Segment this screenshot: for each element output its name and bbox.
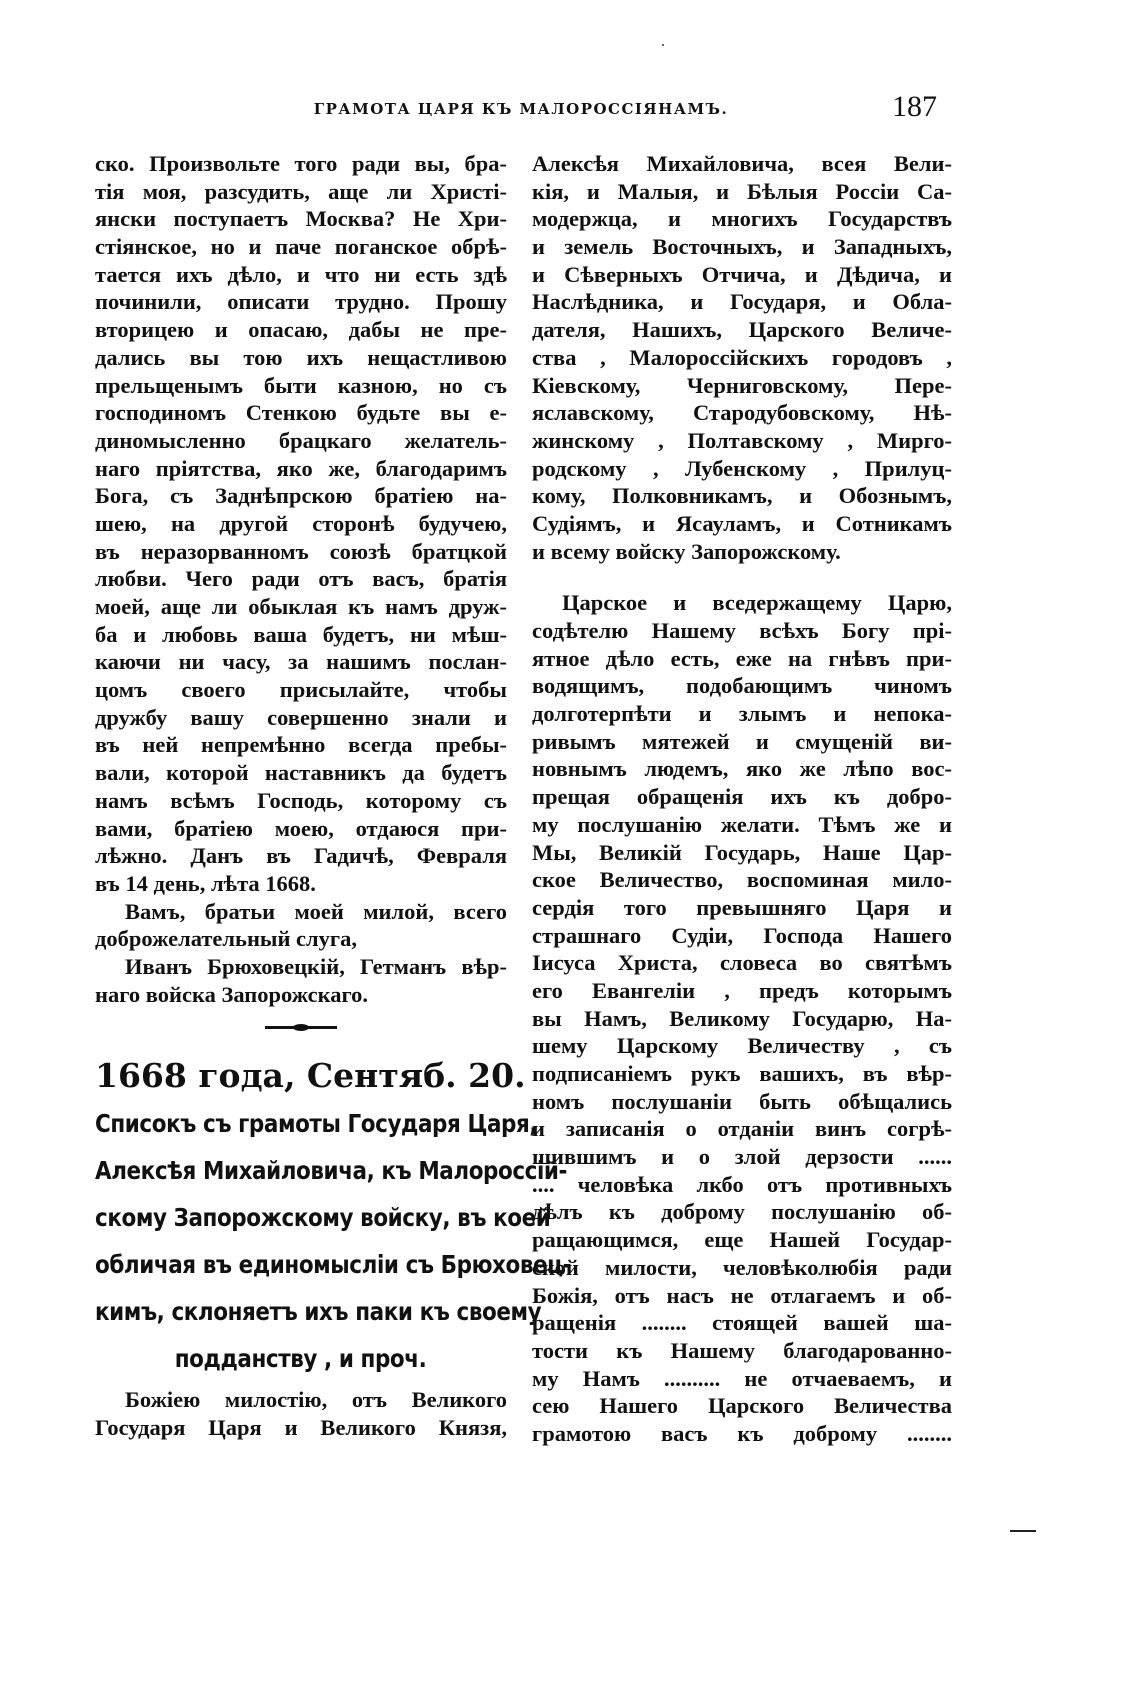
text-line: му Намъ .......... не отчаеваемъ, и	[532, 1365, 952, 1391]
text-line: и земель Восточныхъ, и Западныхъ,	[532, 234, 952, 260]
text-line: каючи ни часу, за нашимъ послан-	[95, 649, 507, 675]
text-line: новнымъ людемъ, яко же лѣпо вос-	[532, 756, 952, 782]
title-line: Алексѣя Михайловича, къ Малороссій-	[95, 1156, 568, 1186]
text-line: лѣжно. Данъ въ Гадичѣ, Февраля	[95, 843, 507, 869]
charter-body	[532, 589, 952, 1447]
text-line: .... человѣка лкбо отъ противныхъ	[532, 1171, 952, 1197]
text-line: любви. Чего ради отъ васъ, братія	[95, 566, 507, 592]
letter-closing	[95, 898, 507, 953]
text-line: водящимъ, подобающимъ чиномъ	[532, 673, 952, 699]
text-line: долготерпѣти и злымъ и непока-	[532, 701, 952, 727]
text-line: ское Величество, воспоминая мило-	[532, 867, 952, 893]
text-line: ской милости, человѣколюбія ради	[532, 1254, 952, 1280]
text-line: стіянское, но и паче поганское обрѣ-	[95, 234, 507, 260]
text-line: тія моя, разсудить, аще ли Христі-	[95, 178, 507, 204]
text-line: номъ послушаніи быть обѣщались	[532, 1088, 952, 1114]
text-line: яславскому, Стародубовскому, Нѣ-	[532, 400, 952, 426]
text-line: содѣтелю Нашему всѣхъ Богу прі-	[532, 618, 952, 643]
section-divider	[95, 1008, 507, 1046]
left-column	[95, 150, 572, 1442]
page-number: 187	[892, 90, 937, 123]
text-line: доброжелательный слуга,	[95, 926, 358, 952]
text-line: му послушанію желати. Тѣмъ же и	[532, 811, 952, 837]
text-line: въ 14 день, лѣта 1668.	[95, 870, 316, 896]
text-line: въ неразорванномъ союзѣ братцкой	[95, 538, 507, 564]
text-line: ращающимся, еще Нашей Государ-	[532, 1227, 952, 1253]
section-date: 1668 года, Сентяб. 20.	[95, 1056, 526, 1096]
text-line: Вамъ, братьи моей милой, всего	[125, 898, 507, 924]
print-speck	[662, 44, 664, 46]
text-line: намъ всѣмъ Господь, которому съ	[95, 787, 507, 813]
text-line: въ ней непремѣнно всегда пребы-	[95, 732, 507, 758]
title-line: Списокъ съ грамоты Государя Царя,	[95, 1109, 538, 1139]
text-line: и всему войску Запорожскому.	[532, 538, 841, 564]
page-header	[95, 92, 945, 132]
text-line: Кіевскому, Черниговскому, Пере-	[532, 372, 952, 398]
text-line: Иванъ Брюховецкій, Гетманъ вѣр-	[125, 953, 507, 979]
text-line: Іисуса Христа, словеса во святѣмъ	[532, 950, 952, 976]
text-line: вторицею и опасаю, дабы не пре-	[95, 317, 507, 343]
text-line: шему Царскому Величеству , съ	[532, 1033, 952, 1059]
text-line: тается ихъ дѣло, и что ни есть здѣ	[95, 261, 507, 287]
text-line: Судіямъ, и Ясауламъ, и Сотникамъ	[532, 510, 952, 536]
right-column	[532, 150, 952, 1448]
text-line: и записанія о отданіи винъ согрѣ-	[532, 1116, 952, 1142]
text-line: моей, аще ли обыклая къ намъ друж-	[95, 594, 507, 619]
text-line: диномысленно брацкаго желатель-	[95, 427, 507, 453]
text-line: тости къ Нашему благодарованно-	[532, 1337, 952, 1363]
title-line: кимъ, склоняетъ ихъ паки къ своему	[95, 1297, 542, 1327]
charter-address	[532, 150, 952, 565]
letter-body	[95, 150, 507, 898]
text-line: кія, и Малыя, и Бѣлыя Россіи Са-	[532, 178, 952, 204]
title-line: скому Запорожскому войску, въ коей	[95, 1203, 551, 1233]
text-line: родскому , Лубенскому , Прилуц-	[532, 455, 952, 481]
text-line: модержца, и многихъ Государствъ	[532, 206, 952, 232]
text-line: дѣлъ къ доброму послушанію об-	[532, 1199, 952, 1225]
text-line: вами, братіею моею, отдаюся при-	[95, 815, 507, 841]
text-line: дались вы тою ихъ нещастливою	[95, 344, 507, 370]
text-line: шившимъ и о злой дерзости ......	[532, 1144, 952, 1170]
text-line: починили, описати трудно. Прошу	[95, 289, 507, 315]
charter-opening	[95, 1386, 507, 1441]
text-line: дружбу вашу совершенно знали и	[95, 704, 507, 730]
text-line: наго войска Запорожскаго.	[95, 981, 368, 1007]
margin-mark	[1010, 1530, 1036, 1532]
title-line: подданству , и проч.	[174, 1344, 427, 1374]
text-line: Наслѣдника, и Государя, и Обла-	[532, 289, 952, 315]
text-line: страшнаго Судіи, Господа Нашего	[532, 922, 952, 948]
text-line: Мы, Великій Государь, Наше Цар-	[532, 839, 952, 865]
text-line: вы Намъ, Великому Государю, На-	[532, 1005, 952, 1031]
text-line: вали, которой наставникъ да будетъ	[95, 760, 507, 786]
text-line: цомъ своего присылайте, чтобы	[95, 677, 507, 703]
text-line: Божіею милостію, отъ Великого	[125, 1387, 507, 1413]
text-line: ривымъ мятежей и смущеній ви-	[532, 728, 952, 754]
letter-signature	[95, 953, 507, 1008]
text-line: Божія, отъ насъ не отлагаемъ и об-	[532, 1282, 952, 1308]
text-line: Алексѣя Михайловича, всея Вели-	[532, 151, 952, 176]
text-line: и Сѣверныхъ Отчича, и Дѣдича, и	[532, 261, 952, 287]
text-line: его Евангеліи , предъ которымъ	[532, 977, 952, 1003]
text-line: Бога, съ Заднѣпрскою братіею на-	[95, 483, 507, 509]
title-line: обличая въ единомысліи съ Брюховец-	[95, 1250, 572, 1280]
document-title	[95, 1100, 572, 1382]
text-line: ятное дѣло есть, еже на гнѣвъ при-	[532, 645, 952, 671]
text-line: прельщенымъ быти казнoю, но съ	[95, 372, 507, 398]
text-line: шею, на другой сторонѣ будучею,	[95, 510, 507, 536]
text-line: сердія того превышняго Царя и	[532, 894, 952, 920]
text-line: кому, Полковникамъ, и Обознымъ,	[532, 483, 952, 509]
text-line: господиномъ Стенкою будьте вы е-	[95, 400, 507, 426]
paragraph-gap	[532, 565, 952, 589]
text-line: янски поступаетъ Москва? Не Хри-	[95, 206, 507, 232]
text-line: жинскому , Полтавскому , Мирго-	[532, 427, 952, 453]
running-head: ГРАМОТА ЦАРЯ КЪ МАЛОРОССІЯНАМЪ.	[313, 100, 729, 118]
text-line: грамотою васъ къ доброму ........	[532, 1420, 952, 1446]
text-line: дателя, Нашихъ, Царского Величе-	[532, 317, 952, 343]
ornamental-rule	[265, 1026, 337, 1029]
text-line: прещая обращенія ихъ къ добро-	[532, 784, 952, 810]
text-line: ращенія ........ стоящей вашей ша-	[532, 1310, 952, 1336]
text-line: ба и любовь ваша будетъ, ни мѣш-	[95, 621, 507, 647]
text-line: Государя Царя и Великого Князя,	[95, 1415, 507, 1440]
text-line: сею Нашего Царского Величества	[532, 1393, 952, 1419]
text-line: ства , Малороссійскихъ городовъ ,	[532, 344, 952, 370]
text-line: Царское и вседержащему Царю,	[562, 590, 952, 616]
text-line: наго пріятства, яко же, благодаримъ	[95, 455, 507, 481]
text-line: ско. Произвольте того ради вы, бра-	[95, 151, 507, 176]
text-line: подписаніемъ рукъ вашихъ, въ вѣр-	[532, 1061, 952, 1086]
